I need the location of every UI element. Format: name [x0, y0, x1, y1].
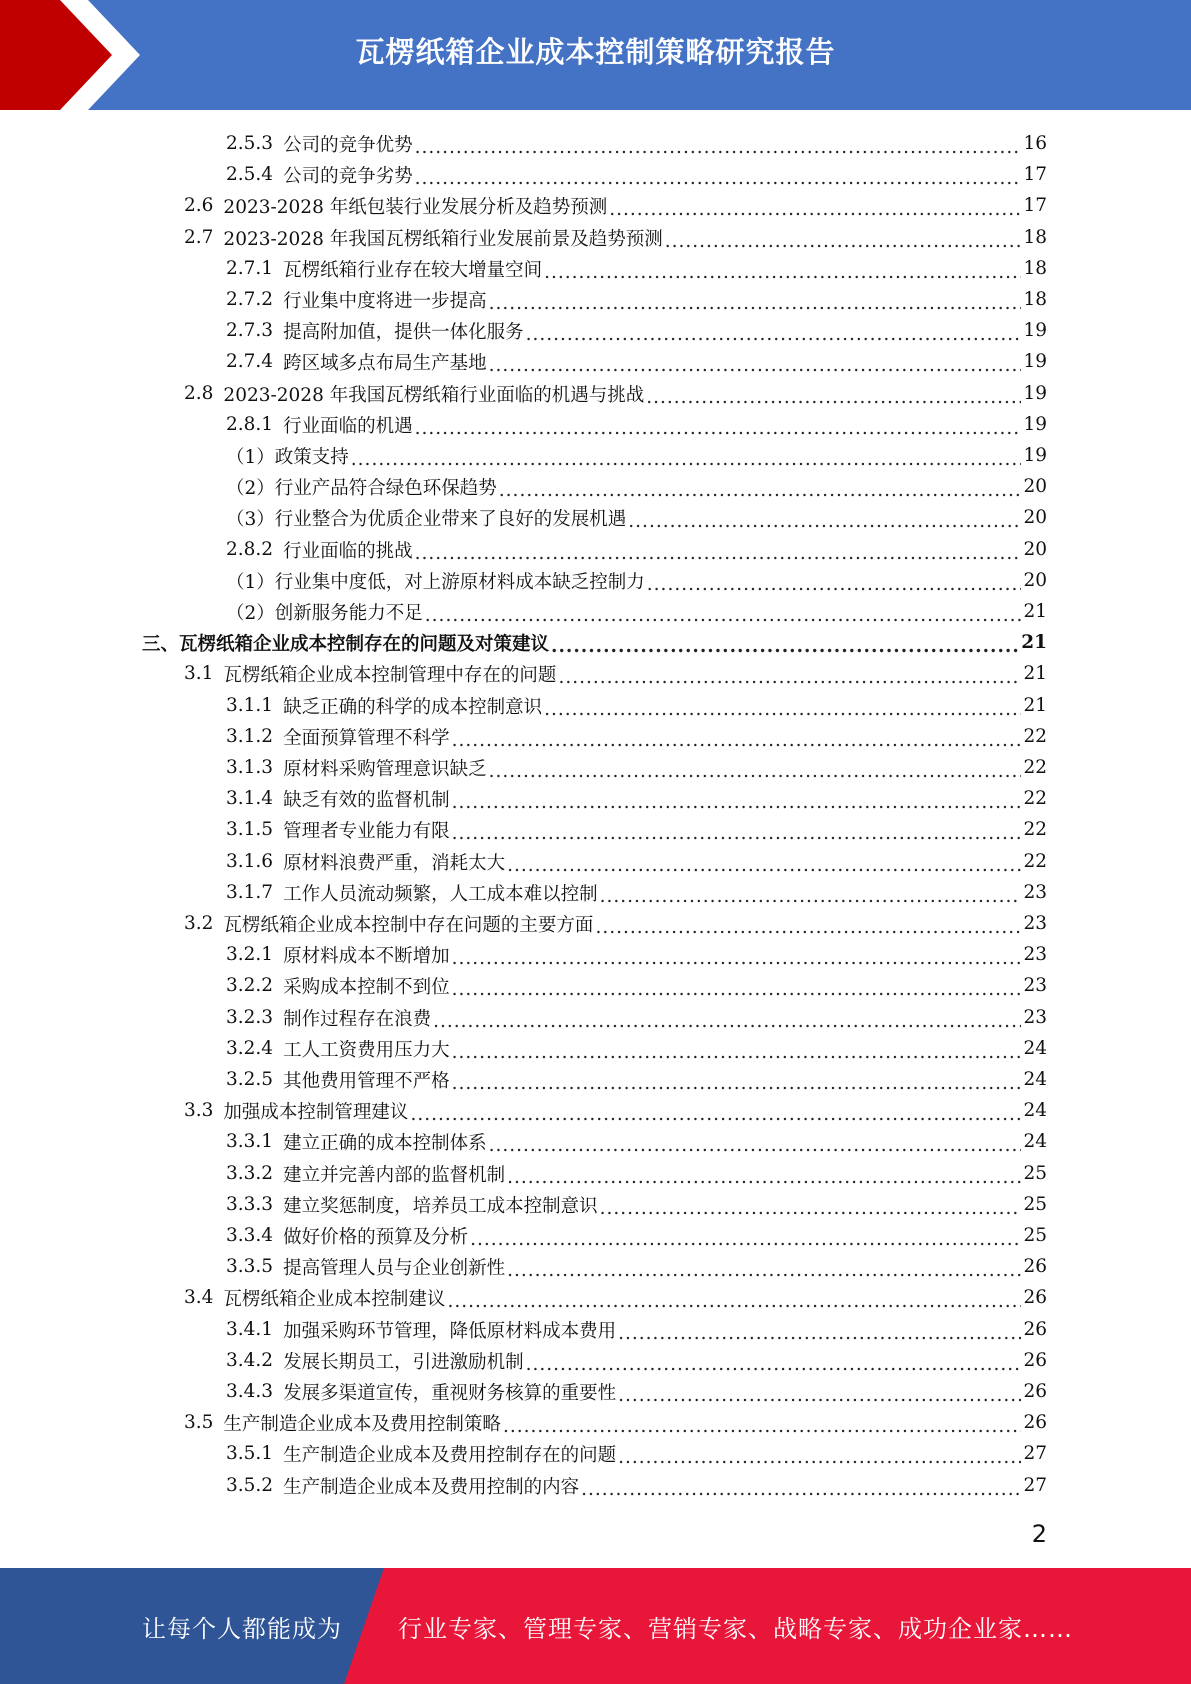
toc-entry-page: 21	[1023, 695, 1047, 716]
toc-entry-number: 3.1.1	[226, 695, 274, 716]
toc-entry-number: （2）	[226, 602, 275, 624]
toc-entry-page: 17	[1023, 195, 1047, 216]
toc-entry-number: 2.5.4	[226, 164, 274, 185]
toc-entry-title: 2023-2028 年我国瓦楞纸箱行业发展前景及趋势预测	[223, 228, 663, 250]
toc-leader-dots	[470, 1229, 1021, 1250]
toc-entry-title: 发展长期员工，引进激励机制	[283, 1351, 524, 1373]
toc-entry-title: 瓦楞纸箱企业成本控制建议	[223, 1288, 446, 1310]
toc-leader-dots	[415, 137, 1022, 158]
toc-entry[interactable]	[226, 315, 1047, 346]
toc-entry-number: （3）	[226, 508, 275, 530]
toc-entry-number: 2.5.3	[226, 133, 274, 154]
toc-leader-dots	[489, 1135, 1022, 1156]
toc-entry-title: 加强采购环节管理，降低原材料成本费用	[283, 1320, 617, 1342]
toc-entry-page: 26	[1023, 1412, 1047, 1433]
toc-entry-number: 3.1.7	[226, 882, 274, 903]
toc-leader-dots	[433, 1011, 1021, 1032]
toc-leader-dots	[351, 449, 1022, 470]
toc-entry-page: 18	[1023, 289, 1047, 310]
toc-entry-title: 原材料采购管理意识缺乏	[283, 758, 487, 780]
toc-entry-title: 缺乏正确的科学的成本控制意识	[283, 696, 543, 718]
toc-leader-dots	[410, 1104, 1021, 1125]
toc-entry-number: 3.3.1	[226, 1131, 274, 1152]
toc-entry[interactable]	[184, 190, 1047, 221]
toc-entry-page: 24	[1023, 1069, 1047, 1090]
toc-leader-dots	[600, 886, 1022, 907]
toc-entry[interactable]	[226, 565, 1047, 596]
toc-leader-dots	[447, 1291, 1021, 1312]
toc-entry-title: 原材料浪费严重，消耗太大	[283, 852, 506, 874]
toc-entry[interactable]	[184, 378, 1047, 409]
toc-entry[interactable]	[226, 1033, 1047, 1064]
toc-entry-number: 3.4.1	[226, 1319, 274, 1340]
toc-entry-page: 16	[1023, 133, 1047, 154]
toc-entry-number: 三、	[142, 633, 180, 655]
toc-leader-dots	[665, 231, 1022, 252]
toc-entry-number: 2.7	[184, 227, 214, 248]
toc-entry-title: 行业面临的机遇	[283, 415, 413, 437]
toc-entry-page: 21	[1023, 663, 1047, 684]
toc-entry[interactable]	[142, 627, 1047, 658]
toc-leader-dots	[489, 293, 1022, 314]
toc-leader-dots	[452, 823, 1022, 844]
toc-entry-number: 3.1.4	[226, 788, 274, 809]
toc-leader-dots	[628, 511, 1021, 532]
toc-entry-page: 23	[1023, 913, 1047, 934]
toc-entry-title: 管理者专业能力有限	[283, 820, 450, 842]
toc-entry[interactable]	[184, 1282, 1047, 1313]
toc-entry-title: 原材料成本不断增加	[283, 945, 450, 967]
toc-entry[interactable]	[226, 1376, 1047, 1407]
toc-entry[interactable]	[184, 908, 1047, 939]
toc-entry-title: 提高管理人员与企业创新性	[283, 1257, 506, 1279]
toc-entry[interactable]	[226, 1220, 1047, 1251]
toc-leader-dots	[503, 1416, 1022, 1437]
toc-entry[interactable]	[226, 253, 1047, 284]
toc-leader-dots	[507, 1260, 1021, 1281]
toc-entry-number: 3.5.2	[226, 1475, 274, 1496]
toc-leader-dots	[551, 636, 1019, 657]
toc-entry-number: 3.2	[184, 913, 214, 934]
toc-entry-page: 20	[1023, 570, 1047, 591]
toc-entry-page: 18	[1023, 227, 1047, 248]
toc-entry-title: 行业产品符合绿色环保趋势	[274, 477, 497, 499]
toc-entry[interactable]	[226, 1314, 1047, 1345]
toc-leader-dots	[618, 1323, 1021, 1344]
toc-entry-number: 2.8.2	[226, 539, 274, 560]
toc-entry[interactable]	[226, 783, 1047, 814]
toc-leader-dots	[544, 699, 1021, 720]
toc-entry-page: 20	[1023, 539, 1047, 560]
toc-entry-page: 18	[1023, 258, 1047, 279]
toc-entry[interactable]	[226, 284, 1047, 315]
toc-entry-page: 22	[1023, 819, 1047, 840]
toc-entry-number: 3.1	[184, 663, 214, 684]
toc-leader-dots	[558, 667, 1021, 688]
toc-leader-dots	[595, 917, 1021, 938]
toc-entry-page: 19	[1023, 320, 1047, 341]
toc-entry[interactable]	[226, 1189, 1047, 1220]
toc-entry[interactable]	[226, 534, 1047, 565]
toc-entry-page: 24	[1023, 1038, 1047, 1059]
toc-entry-title: 跨区域多点布局生产基地	[283, 352, 487, 374]
toc-entry-number: 3.1.5	[226, 819, 274, 840]
page-number: 2	[1031, 1520, 1047, 1548]
toc-leader-dots	[526, 324, 1022, 345]
toc-entry[interactable]	[226, 814, 1047, 845]
toc-entry-page: 23	[1023, 975, 1047, 996]
toc-entry-page: 26	[1023, 1287, 1047, 1308]
toc-entry[interactable]	[226, 1002, 1047, 1033]
toc-leader-dots	[526, 1354, 1022, 1375]
footer-bar	[0, 1568, 1191, 1684]
toc-entry-title: 2023-2028 年我国瓦楞纸箱行业面临的机遇与挑战	[223, 384, 645, 406]
toc-entry-title: 建立正确的成本控制体系	[283, 1132, 487, 1154]
toc-leader-dots	[618, 1447, 1021, 1468]
toc-entry-title: 工人工资费用压力大	[283, 1039, 450, 1061]
toc-entry-page: 21	[1021, 632, 1047, 653]
toc-entry-page: 21	[1023, 601, 1047, 622]
toc-entry-title: 公司的竞争劣势	[283, 165, 413, 187]
toc-entry-page: 26	[1023, 1350, 1047, 1371]
toc-entry-title: 发展多渠道宣传，重视财务核算的重要性	[283, 1382, 617, 1404]
toc-entry[interactable]	[226, 877, 1047, 908]
toc-leader-dots	[489, 761, 1022, 782]
toc-entry[interactable]	[226, 939, 1047, 970]
toc-leader-dots	[647, 574, 1022, 595]
header-bar	[0, 0, 1191, 110]
toc-leader-dots	[609, 199, 1021, 220]
toc-entry-title: 行业面临的挑战	[283, 540, 413, 562]
toc-entry-title: 行业整合为优质企业带来了良好的发展机遇	[274, 508, 627, 530]
toc-entry-page: 22	[1023, 851, 1047, 872]
toc-entry-title: 其他费用管理不严格	[283, 1070, 450, 1092]
toc-entry-title: 行业集中度将进一步提高	[283, 290, 487, 312]
toc-leader-dots	[452, 730, 1022, 751]
toc-entry[interactable]	[226, 846, 1047, 877]
toc-entry-title: 做好价格的预算及分析	[283, 1226, 469, 1248]
toc-entry-title: 行业集中度低，对上游原材料成本缺乏控制力	[274, 571, 645, 593]
toc-leader-dots	[489, 355, 1022, 376]
toc-entry-page: 23	[1023, 882, 1047, 903]
toc-entry-title: 工作人员流动频繁，人工成本难以控制	[283, 883, 598, 905]
toc-entry-title: 加强成本控制管理建议	[223, 1101, 409, 1123]
toc-entry-title: 建立奖惩制度，培养员工成本控制意识	[283, 1195, 598, 1217]
toc-entry-page: 19	[1023, 445, 1047, 466]
toc-entry-page: 17	[1023, 164, 1047, 185]
toc-entry[interactable]	[226, 471, 1047, 502]
toc-entry-number: 3.4	[184, 1287, 214, 1308]
toc-leader-dots	[581, 1479, 1021, 1500]
toc-entry[interactable]	[184, 658, 1047, 689]
toc-entry-number: 3.3.2	[226, 1163, 274, 1184]
toc-entry-number: 3.4.3	[226, 1381, 274, 1402]
toc-entry[interactable]	[184, 222, 1047, 253]
toc-entry[interactable]	[226, 1470, 1047, 1501]
toc-entry[interactable]	[184, 1095, 1047, 1126]
toc-entry-page: 27	[1023, 1443, 1047, 1464]
toc-leader-dots	[452, 948, 1022, 969]
toc-leader-dots	[425, 605, 1022, 626]
toc-entry-number: 3.3.4	[226, 1225, 274, 1246]
toc-entry-title: 2023-2028 年纸包装行业发展分析及趋势预测	[223, 196, 608, 218]
toc-entry-number: 3.1.2	[226, 726, 274, 747]
toc-entry[interactable]	[226, 690, 1047, 721]
toc-entry-number: 3.5.1	[226, 1443, 274, 1464]
toc-entry-number: （1）	[226, 446, 275, 468]
toc-entry-page: 27	[1023, 1475, 1047, 1496]
toc-entry-title: 生产制造企业成本及费用控制策略	[223, 1413, 501, 1435]
toc-entry-number: 2.7.1	[226, 258, 274, 279]
toc-entry-number: 3.2.4	[226, 1038, 274, 1059]
toc-entry[interactable]	[226, 721, 1047, 752]
toc-entry-number: 3.1.3	[226, 757, 274, 778]
toc-entry-title: 缺乏有效的监督机制	[283, 789, 450, 811]
toc-entry[interactable]	[226, 970, 1047, 1001]
toc-entry-number: 3.3.3	[226, 1194, 274, 1215]
toc-entry-page: 24	[1023, 1100, 1047, 1121]
toc-entry-number: 3.2.1	[226, 944, 274, 965]
toc-entry-number: 2.7.2	[226, 289, 274, 310]
toc-entry-title: 政策支持	[274, 446, 349, 468]
toc-leader-dots	[507, 1167, 1021, 1188]
toc-entry-number: 3.3	[184, 1100, 214, 1121]
toc-leader-dots	[544, 262, 1021, 283]
toc-entry-number: 2.7.4	[226, 351, 274, 372]
toc-leader-dots	[452, 792, 1022, 813]
toc-leader-dots	[600, 1198, 1022, 1219]
toc-entry-page: 19	[1023, 383, 1047, 404]
toc-entry-page: 22	[1023, 788, 1047, 809]
toc-entry-page: 25	[1023, 1194, 1047, 1215]
toc-entry-number: 3.4.2	[226, 1350, 274, 1371]
toc-leader-dots	[618, 1385, 1021, 1406]
toc-leader-dots	[499, 480, 1022, 501]
toc-entry-page: 26	[1023, 1319, 1047, 1340]
toc-entry-title: 提高附加值，提供一体化服务	[283, 321, 524, 343]
toc-entry-title: 采购成本控制不到位	[283, 976, 450, 998]
toc-entry-title: 瓦楞纸箱行业存在较大增量空间	[283, 259, 543, 281]
toc-entry[interactable]	[226, 409, 1047, 440]
toc-entry-number: 3.2.5	[226, 1069, 274, 1090]
toc-entry[interactable]	[226, 1158, 1047, 1189]
toc-entry[interactable]	[226, 1438, 1047, 1469]
toc-entry-title: 全面预算管理不科学	[283, 727, 450, 749]
toc-entry-page: 19	[1023, 414, 1047, 435]
toc-entry[interactable]	[226, 440, 1047, 471]
toc-leader-dots	[507, 855, 1021, 876]
toc-entry[interactable]	[226, 596, 1047, 627]
toc-entry-title: 制作过程存在浪费	[283, 1008, 432, 1030]
toc-entry-page: 19	[1023, 351, 1047, 372]
toc-entry-number: 3.2.2	[226, 975, 274, 996]
footer-slogan-left: 让每个人都能成为	[142, 1614, 342, 1643]
toc-leader-dots	[452, 1073, 1022, 1094]
toc-entry-page: 23	[1023, 944, 1047, 965]
toc-entry-page: 20	[1023, 476, 1047, 497]
toc-entry-title: 创新服务能力不足	[274, 602, 423, 624]
toc-entry-page: 25	[1023, 1163, 1047, 1184]
toc-leader-dots	[452, 979, 1022, 1000]
toc-leader-dots	[415, 543, 1022, 564]
toc-entry-title: 瓦楞纸箱企业成本控制管理中存在的问题	[223, 664, 557, 686]
toc-entry-number: 2.8	[184, 383, 214, 404]
toc-entry-number: 3.2.3	[226, 1007, 274, 1028]
toc-entry-number: 2.6	[184, 195, 214, 216]
toc-entry-page: 26	[1023, 1256, 1047, 1277]
toc-entry[interactable]	[226, 1126, 1047, 1157]
toc-entry-page: 20	[1023, 507, 1047, 528]
toc-entry-title: 生产制造企业成本及费用控制的内容	[283, 1476, 580, 1498]
toc-entry-number: 3.3.5	[226, 1256, 274, 1277]
toc-entry-page: 26	[1023, 1381, 1047, 1402]
toc-leader-dots	[646, 387, 1021, 408]
toc-entry-number: 2.8.1	[226, 414, 274, 435]
toc-leader-dots	[452, 1042, 1022, 1063]
toc-entry-number: 2.7.3	[226, 320, 274, 341]
toc-entry-title: 瓦楞纸箱企业成本控制中存在问题的主要方面	[223, 914, 594, 936]
footer-slogan-right: 行业专家、管理专家、营销专家、战略专家、成功企业家……	[398, 1614, 1073, 1643]
toc-entry[interactable]	[226, 1251, 1047, 1282]
toc-entry-number: （2）	[226, 477, 275, 499]
toc-entry[interactable]	[226, 502, 1047, 533]
toc-entry-number: （1）	[226, 571, 275, 593]
toc-entry-title: 瓦楞纸箱企业成本控制存在的问题及对策建议	[179, 633, 550, 655]
toc-entry-title: 建立并完善内部的监督机制	[283, 1164, 506, 1186]
toc-entry[interactable]	[226, 159, 1047, 190]
report-title: 瓦楞纸箱企业成本控制策略研究报告	[355, 34, 836, 69]
toc-entry-page: 23	[1023, 1007, 1047, 1028]
toc-entry-page: 22	[1023, 726, 1047, 747]
toc-entry-page: 24	[1023, 1131, 1047, 1152]
toc-entry[interactable]	[226, 752, 1047, 783]
toc-entry-number: 3.1.6	[226, 851, 274, 872]
toc-entry[interactable]	[184, 1407, 1047, 1438]
toc-entry-page: 25	[1023, 1225, 1047, 1246]
toc-entry-title: 公司的竞争优势	[283, 134, 413, 156]
toc-entry[interactable]	[226, 346, 1047, 377]
toc-entry[interactable]	[226, 1345, 1047, 1376]
toc-leader-dots	[415, 418, 1022, 439]
toc-entry-title: 生产制造企业成本及费用控制存在的问题	[283, 1444, 617, 1466]
toc-entry[interactable]	[226, 1064, 1047, 1095]
toc-entry-number: 3.5	[184, 1412, 214, 1433]
toc-entry-page: 22	[1023, 757, 1047, 778]
toc-leader-dots	[415, 168, 1022, 189]
toc-entry[interactable]	[226, 128, 1047, 159]
